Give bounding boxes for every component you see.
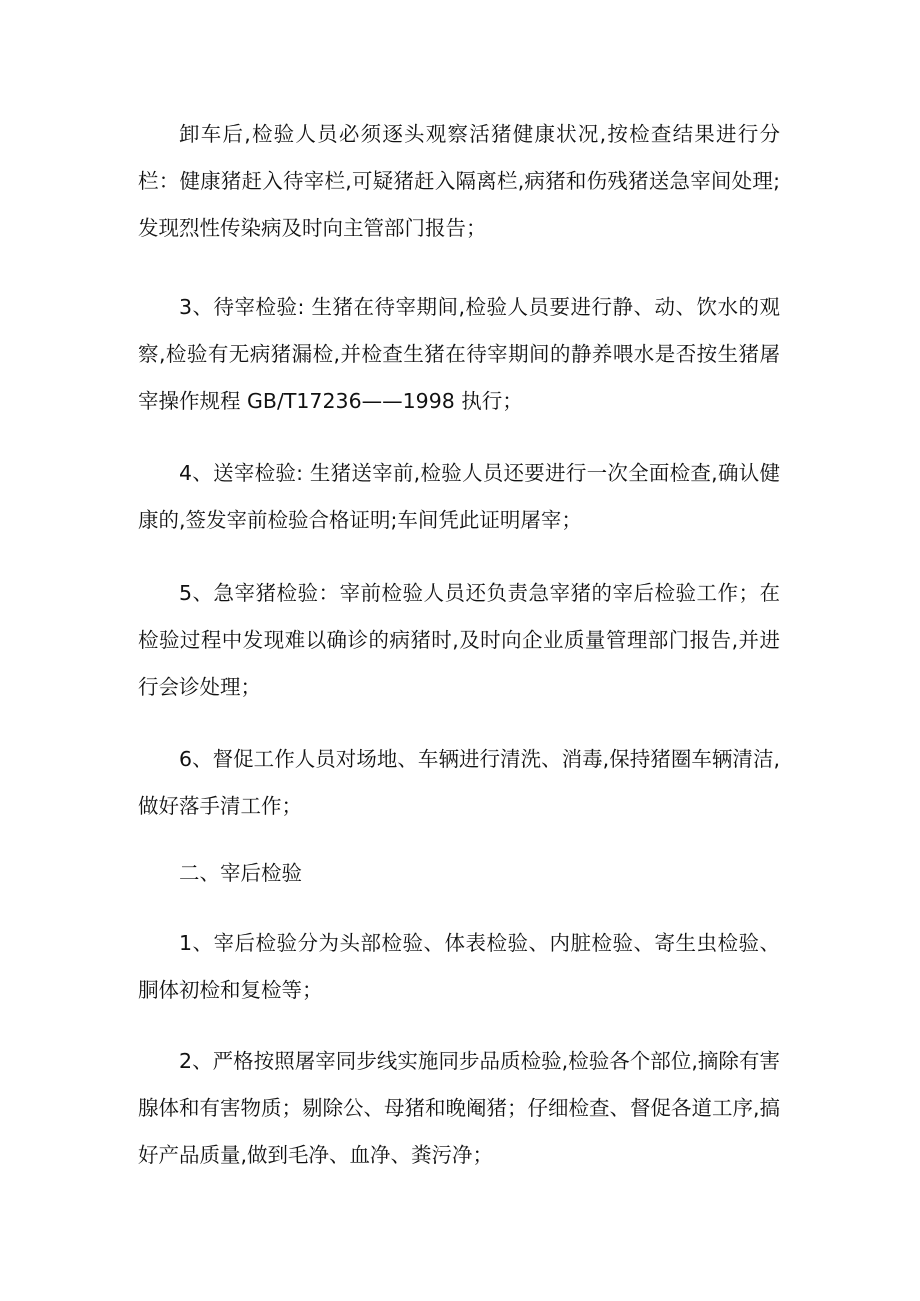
section-heading-post-slaughter-inspection: 二、宰后检验 xyxy=(179,861,302,885)
paragraph-pre-slaughter-waiting-inspection: 3、待宰检验: 生猪在待宰期间,检验人员要进行静、动、饮水的观察,检验有无病猪漏检,并检查生猪在待宰期间的静养喂水是否按生猪屠宰操作规程 GB/T17236——1998 执行； xyxy=(138,295,780,413)
paragraph-synchronous-quality-inspection: 2、严格按照屠宰同步线实施同步品质检验,检验各个部位,摘除有害腺体和有害物质；剔除公、母猪和晚阉猪；仔细检查、督促各道工序,搞好产品质量,做到毛净、血净、粪污净； xyxy=(138,1049,781,1167)
paragraph-post-slaughter-scope: 1、宰后检验分为头部检验、体表检验、内脏检验、寄生虫检验、胴体初检和复检等； xyxy=(138,931,780,1002)
paragraph-send-to-slaughter-inspection: 4、送宰检验: 生猪送宰前,检验人员还要进行一次全面检查,确认健康的,签发宰前检验合格证明;车间凭此证明屠宰； xyxy=(138,461,780,532)
paragraph-emergency-slaughter-inspection: 5、急宰猪检验：宰前检验人员还负责急宰猪的宰后检验工作；在检验过程中发现难以确诊的病猪时,及时向企业质量管理部门报告,并进行会诊处理； xyxy=(138,581,780,699)
paragraph-cleaning-supervision: 6、督促工作人员对场地、车辆进行清洗、消毒,保持猪圈车辆清洁,做好落手清工作； xyxy=(138,747,780,818)
paragraph-unloading-inspection: 卸车后,检验人员必须逐头观察活猪健康状况,按检查结果进行分栏：健康猪赶入待宰栏,可疑猪赶入隔离栏,病猪和伤残猪送急宰间处理;发现烈性传染病及时向主管部门报告； xyxy=(138,122,780,240)
